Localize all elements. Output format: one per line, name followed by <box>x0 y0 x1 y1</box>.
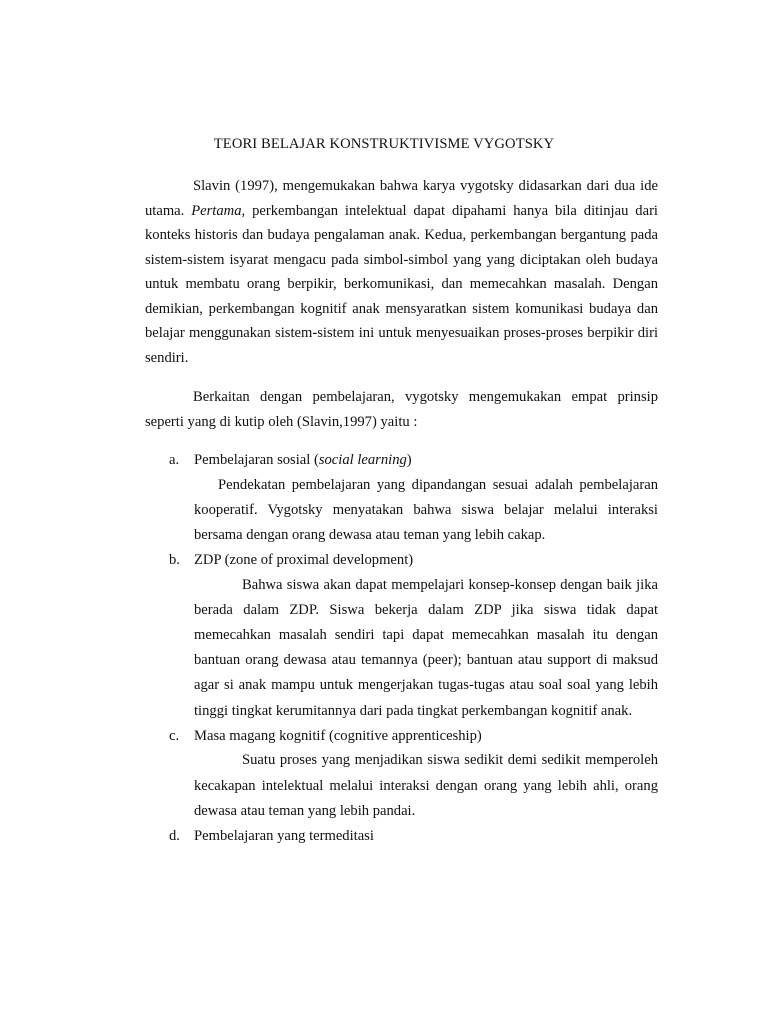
list-item-heading <box>145 448 658 473</box>
list-item-label: ZDP (zone of proximal development) <box>194 552 414 569</box>
list-item <box>145 824 658 849</box>
paragraph-intro <box>145 174 658 370</box>
list-item-label: Pembelajaran sosial ( <box>194 452 319 468</box>
list-item-label-italic: social learning <box>318 452 407 468</box>
list-marker: a. <box>169 452 180 468</box>
list-item-heading <box>145 724 658 749</box>
intro-text-italic: Pertama, <box>191 202 246 219</box>
document-title: TEORI BELAJAR KONSTRUKTIVISME VYGOTSKY <box>213 136 555 152</box>
list-item-heading <box>145 824 658 849</box>
paragraph-principles <box>145 385 658 434</box>
list-marker: c. <box>169 727 180 744</box>
intro-text-start: Slavin (1997), mengemukakan bahwa karya vygotsky didasarkan dari dua ide utama. <box>145 178 658 219</box>
list-item-body: Pendekatan pembelajaran yang dipandangan sesuai adalah pembelajaran kooperatif. Vygotsky menyatakan bahwa siswa belajar melalui interaksi bersama dengan orang dewasa atau teman yang lebih cakap. <box>194 476 658 543</box>
list-marker: b. <box>169 552 180 569</box>
paragraph-intro-text <box>145 174 658 370</box>
list-item <box>145 448 658 548</box>
list-item-label: Pembelajaran yang termeditasi <box>194 827 374 844</box>
list-item-label: Masa magang kognitif (cognitive apprenticeship) <box>194 727 482 744</box>
list-item-label-end: ) <box>406 452 412 468</box>
list-item-body: Suatu proses yang menjadikan siswa sedikit demi sedikit memperoleh kecakapan intelektual melalui interaksi dengan orang yang lebih ahli, orang dewasa atau teman yang lebih pandai. <box>194 752 658 819</box>
list-item <box>145 724 658 824</box>
list-marker: d. <box>169 827 180 844</box>
list-item-heading <box>145 548 658 573</box>
intro-text-rest: perkembangan intelektual dapat dipahami hanya bila ditinjau dari konteks historis dan budaya pengalaman anak. Kedua, perkembangan bergantung pada sistem-sistem isyarat mengacu pada simbol-simbol yang yang diciptakan oleh budaya untuk membatu orang berpikir, berkomunikasi, dan memecahkan masalah. Dengan demikian, perkembangan kognitif anak mensyaratkan sistem komunikasi budaya dan belajar menggunakan sistem-sistem ini untuk menyesuaikan proses-proses berpikir diri sendiri. <box>145 202 658 366</box>
list-item-body: Bahwa siswa akan dapat mempelajari konsep-konsep dengan baik jika berada dalam ZDP. Siswa bekerja dalam ZDP jika siswa tidak dapat memecahkan masalah sendiri tapi dapat memecahkan masalah itu dengan bantuan orang dewasa atau temannya (peer); bantuan atau support di maksud agar si anak mampu untuk mengerjakan tugas-tugas atau soal soal yang lebih tinggi tingkat kerumitannya dari pada tingkat perkembangan kognitif anak. <box>194 576 658 719</box>
principles-list <box>145 448 658 848</box>
paragraph-principles-text: Berkaitan dengan pembelajaran, vygotsky mengemukakan empat prinsip seperti yang di kutip oleh (Slavin,1997) yaitu : <box>145 389 658 430</box>
list-item <box>145 548 658 724</box>
